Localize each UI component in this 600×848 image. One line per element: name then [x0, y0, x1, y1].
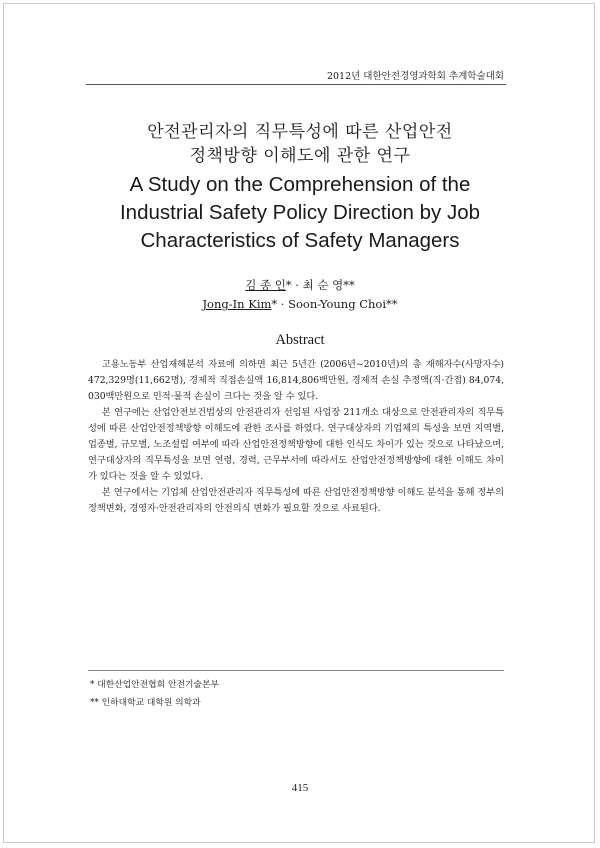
author-separator-en: · [277, 297, 289, 311]
author-separator: · [291, 278, 303, 292]
english-title-line-3: Characteristics of Safety Managers [140, 229, 460, 252]
abstract-heading: Abstract [275, 332, 325, 348]
abstract-paragraph-3: 본 연구에서는 기업체 산업안전관리자 직무특성에 따른 산업안전정책방향 이해도 분석을 통해 정부의 정책변화, 경영자·안전관리자의 안전의식 변화가 필요할 것으로 사료된다. [88, 487, 504, 514]
abstract-body [88, 357, 504, 517]
page-number: 415 [291, 782, 309, 794]
header-rule [86, 84, 506, 85]
author-2-korean: 최 순 영 [302, 278, 344, 292]
author-1-mark-en: * [271, 297, 278, 311]
english-title-line-1: A Study on the Comprehension of the [129, 173, 471, 196]
title-block [60, 120, 540, 255]
authors-english [100, 295, 500, 314]
korean-title-line-1: 안전관리자의 직무특성에 따른 산업안전 [147, 122, 453, 142]
author-2-english: Soon-Young Choi [288, 297, 387, 311]
abstract-paragraph-1: 고용노동부 산업재해분석 자료에 의하면 최근 5년간 (2006년~2010년)의 총 재해자수(사망자수) 472,329명(11,662명), 경제적 직접손실액 16,814,806백만원, 경제적 손실 추정액(직·간접) 84,074, 030백만원으로 인적·물적 손실이 크다는 것을 알 수 있다. [88, 359, 504, 402]
korean-title-line-2: 정책방향 이해도에 관한 연구 [189, 146, 411, 166]
footnotes [90, 676, 504, 712]
english-title-line-2: Industrial Safety Policy Direction by Job [119, 201, 481, 224]
author-1-korean: 김 종 인 [245, 278, 286, 292]
author-2-mark: ** [343, 278, 355, 292]
authors [100, 276, 500, 314]
authors-korean [100, 276, 500, 295]
author-1-english: Jong-In Kim [202, 297, 272, 311]
footnote-2: ** 인하대학교 대학원 의학과 [90, 698, 201, 708]
author-1-mark: * [285, 278, 292, 292]
abstract-paragraph-2: 본 연구에는 산업안전보건법상의 안전관리자 선임된 사업장 211개소 대상으로 안전관리자의 직무특성에 따른 산업안전정책방향 이해도에 관한 조사를 하였다. 연구대상자의 기업체의 특성을 보면 지역별, 업종별, 규모별, 노조설립 여부에 따라 산업안전정책방향에 대한 인식도 차이가 있는 것으로 나타났으며, 연구대상자의 직무특성을 보면 연령, 경력, 근무부서에 따라서도 산업안전정책방향에 대한 이해도 차이가 있다는 것을 알 수 있었다. [88, 407, 504, 482]
author-2-mark-en: ** [386, 297, 398, 311]
footnote-rule [88, 670, 504, 671]
running-header: 2012년 대한안전경영과학회 추계학술대회 [326, 71, 504, 82]
footnote-1: * 대한산업안전협회 안전기술본부 [90, 680, 219, 690]
